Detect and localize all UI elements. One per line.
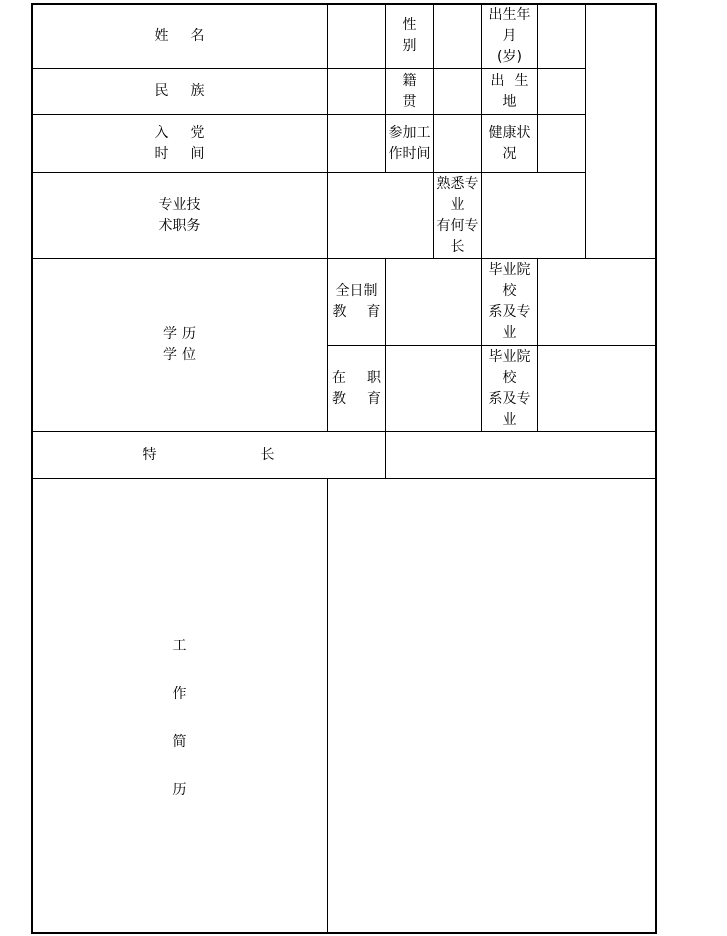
- special-skills-field[interactable]: [385, 431, 657, 479]
- birthplace-field[interactable]: [537, 68, 586, 115]
- birthplace-label: 出 生 地: [481, 68, 538, 115]
- party-join-date-field[interactable]: [327, 114, 386, 173]
- work-history-label: 工 作 简 历: [31, 478, 328, 934]
- fulltime-school-major-field[interactable]: [537, 258, 657, 346]
- ethnicity-field[interactable]: [327, 68, 386, 115]
- name-field[interactable]: [327, 3, 386, 69]
- inservice-education-label: 在 职 教 育: [327, 345, 386, 432]
- professional-title-field[interactable]: [327, 172, 434, 259]
- expertise-field[interactable]: [481, 172, 586, 259]
- inservice-education-field[interactable]: [385, 345, 482, 432]
- health-status-label: 健康状 况: [481, 114, 538, 173]
- gender-field[interactable]: [433, 3, 482, 69]
- special-skills-label: 特 长: [31, 431, 386, 479]
- inservice-school-major-field[interactable]: [537, 345, 657, 432]
- gender-label: 性 别: [385, 3, 434, 69]
- birth-date-label: 出生年 月 (岁): [481, 3, 538, 69]
- fulltime-school-major-label: 毕业院 校 系及专 业: [481, 258, 538, 346]
- work-history-field[interactable]: [327, 478, 657, 934]
- education-degree-label: 学 历 学 位: [31, 258, 328, 432]
- work-start-date-field[interactable]: [433, 114, 482, 173]
- fulltime-education-label: 全日制 教 育: [327, 258, 386, 346]
- professional-title-label: 专业技 术职务: [31, 172, 328, 259]
- fulltime-education-field[interactable]: [385, 258, 482, 346]
- native-place-label: 籍 贯: [385, 68, 434, 115]
- inservice-school-major-label: 毕业院 校 系及专 业: [481, 345, 538, 432]
- birth-date-field[interactable]: [537, 3, 586, 69]
- work-start-date-label: 参加工 作时间: [385, 114, 434, 173]
- expertise-label: 熟悉专 业 有何专 长: [433, 172, 482, 259]
- photo-area[interactable]: [585, 3, 657, 259]
- name-label: 姓 名: [31, 3, 328, 69]
- native-place-field[interactable]: [433, 68, 482, 115]
- party-join-date-label: 入 党 时 间: [31, 114, 328, 173]
- health-status-field[interactable]: [537, 114, 586, 173]
- ethnicity-label: 民 族: [31, 68, 328, 115]
